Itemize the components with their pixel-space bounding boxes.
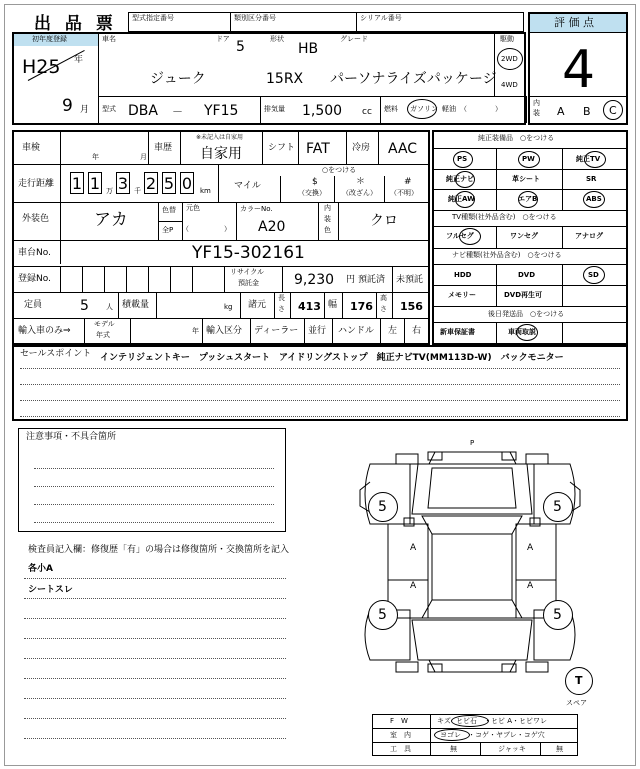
interior-b: B <box>583 105 591 118</box>
damage-mark: A <box>410 543 417 553</box>
inspector-label: 検査員記入欄：修復歴「有」の場合は修復箇所・交換箇所を記入 <box>28 545 290 555</box>
equip-leather: 革シート <box>512 175 540 183</box>
capacity: 5 <box>80 298 89 314</box>
equip-tv: 純正TV <box>576 155 601 163</box>
tools-value: 無 <box>450 745 457 753</box>
chassis-no: YF15-302161 <box>192 243 305 263</box>
interior-color: クロ <box>370 213 398 229</box>
reg-era-year: H25 <box>22 56 61 78</box>
mileage-digit: 2 <box>145 174 157 193</box>
drive-4wd: 4WD <box>501 81 518 89</box>
car-name: ジューク <box>150 71 206 87</box>
mileage-digit: 5 <box>163 174 175 193</box>
mileage-digit: 1 <box>71 174 83 193</box>
jack-value: 無 <box>556 745 563 753</box>
equip-airbag: エアB <box>518 195 538 203</box>
color-no: A20 <box>258 219 286 235</box>
equip-navi: 純正ナビ <box>446 175 474 183</box>
first-reg-label: 初年度登録 <box>32 35 67 43</box>
equip-aw: 純正AW <box>448 195 475 203</box>
navi-memory: メモリー <box>448 291 476 299</box>
tv-analog: アナログ <box>575 232 603 240</box>
score-value: 4 <box>562 40 596 100</box>
car-name-label: 車名 <box>102 35 116 43</box>
damage-mark: A <box>527 581 534 591</box>
type-prefix: DBA <box>128 103 158 119</box>
fuel: ガソリン <box>410 105 438 113</box>
equip-abs: ABS <box>586 195 602 203</box>
damage-mark: A <box>527 543 534 553</box>
tv-full-seg: フルセグ <box>446 232 474 240</box>
damage-mark: A <box>410 581 417 591</box>
doors: 5 <box>236 39 245 55</box>
body-type: HB <box>298 41 319 57</box>
sales-point-text: インテリジェントキー プッシュスタート アイドリングストップ 純正ナビTV(MM113D-W) バックモニター <box>100 353 564 363</box>
model-designation-label: 型式指定番号 <box>132 14 174 22</box>
inspector-line-1: 各小A <box>28 564 53 574</box>
equip-sr: SR <box>586 175 597 183</box>
navi-dvd-play: DVD再生可 <box>504 291 543 299</box>
mileage-digit: 1 <box>89 174 101 193</box>
serial-label: シリアル番号 <box>360 14 402 22</box>
shift: FAT <box>306 141 330 157</box>
sheet-title: 出 品 票 <box>34 14 117 34</box>
later-manual: 車両取説 <box>508 328 536 336</box>
reg-month: 9 <box>62 96 73 116</box>
type-code: YF15 <box>204 103 239 119</box>
navi-sd: SD <box>588 271 599 279</box>
category-label: 類別区分番号 <box>234 14 276 22</box>
length: 413 <box>298 300 321 313</box>
equip-ps: PS <box>457 155 468 163</box>
interior-value-b: ・コゲ・ヤブレ・コゲ穴 <box>468 731 545 739</box>
fw-value-c: ・ヒビ A・ヒビワレ <box>484 717 548 725</box>
fw-value-b: ヒビ石 <box>456 717 477 725</box>
equip-pw: PW <box>522 155 535 163</box>
interior-value-a: ヨゴレ <box>440 731 461 739</box>
grade-name: パーソナライズパッケージ <box>330 71 497 87</box>
height: 156 <box>400 300 423 313</box>
sheet-border <box>4 4 636 766</box>
air-conditioning: AAC <box>388 141 418 157</box>
drive-2wd: 2WD <box>501 55 518 63</box>
navi-hdd: HDD <box>454 271 472 279</box>
mileage-digit: 3 <box>117 174 129 193</box>
later-warranty: 新車保証書 <box>440 328 475 336</box>
diagram-p-label: P <box>470 439 475 447</box>
width: 176 <box>350 300 373 313</box>
fw-value-a: キズ <box>437 717 451 725</box>
score-label: 評 価 点 <box>554 16 594 29</box>
grade-code: 15RX <box>266 71 304 87</box>
tv-one-seg: ワンセグ <box>510 232 538 240</box>
displacement: 1,500 <box>302 103 343 119</box>
recycle-fee: 9,230 <box>294 272 335 288</box>
exterior-color: アカ <box>94 210 128 230</box>
spare-label: スペア <box>566 699 587 707</box>
mileage-digit: 0 <box>181 174 193 193</box>
interior-c: C <box>609 104 617 117</box>
interior-a: A <box>557 105 565 118</box>
history: 自家用 <box>200 146 242 162</box>
inspector-line-2: シートスレ <box>28 585 73 595</box>
navi-dvd: DVD <box>518 271 536 279</box>
